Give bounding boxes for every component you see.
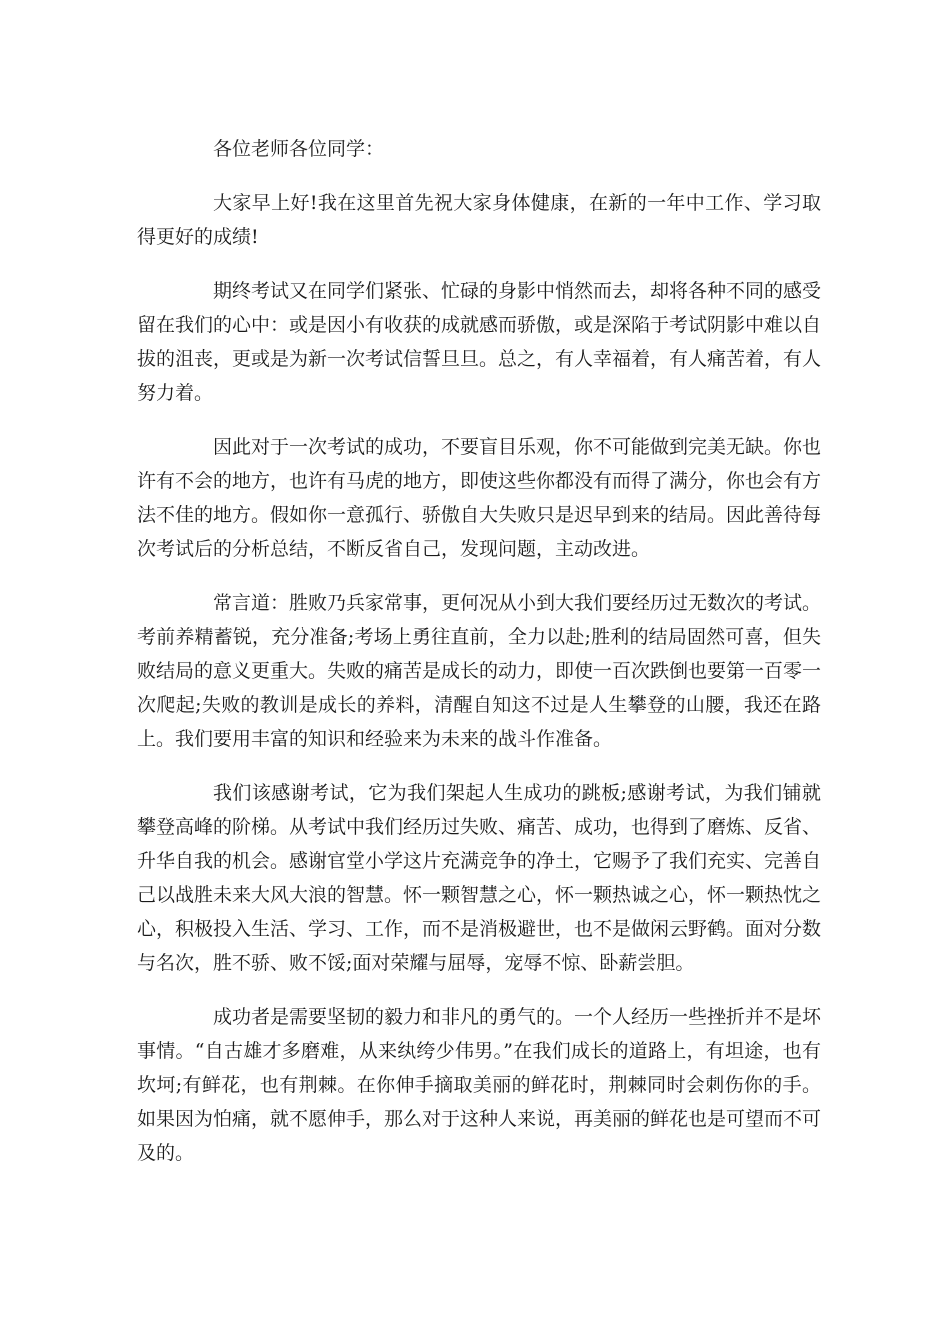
paragraph-courage: 成功者是需要坚韧的毅力和非凡的勇气的。一个人经历一些挫折并不是坏事情。“自古雄才多磨难，从来纨绔少伟男。”在我们成长的道路上，有坦途，也有坎坷;有鲜花，也有荆棘。在你伸手摘取美丽的鲜花时，荆棘同时会刺伤你的手。如果因为怕痛，就不愿伸手，那么对于这种人来说，再美丽的鲜花也是可望而不可及的。 [137, 1006, 822, 1164]
paragraph-thank-exams: 我们该感谢考试，它为我们架起人生成功的跳板;感谢考试，为我们铺就攀登高峰的阶梯。从考试中我们经历过失败、痛苦、成功，也得到了磨炼、反省、升华自我的机会。感谢官堂小学这片充满竞争的净土，它赐予了我们充实、完善自己以战胜未来大风大浪的智慧。怀一颗智慧之心，怀一颗热诚之心，怀一颗热忱之心，积极投入生活、学习、工作，而不是消极避世，也不是做闲云野鹤。面对分数与名次，胜不骄、败不馁;面对荣耀与屈辱，宠辱不惊、卧薪尝胆。 [137, 782, 822, 974]
paragraph-win-lose: 常言道：胜败乃兵家常事，更何况从小到大我们要经历过无数次的考试。考前养精蓄锐，充分准备;考场上勇往直前，全力以赴;胜利的结局固然可喜，但失败结局的意义更重大。失败的痛苦是成长的动力，即使一百次跌倒也要第一百零一次爬起;失败的教训是成长的养料，清醒自知这不过是人生攀登的山腰，我还在路上。我们要用丰富的知识和经验来为未来的战斗作准备。 [137, 592, 822, 750]
paragraph-not-blindly-optimistic: 因此对于一次考试的成功，不要盲目乐观，你不可能做到完美无缺。你也许有不会的地方，也许有马虎的地方，即使这些你都没有而得了满分，你也会有方法不佳的地方。假如你一意孤行、骄傲自大失败只是迟早到来的结局。因此善待每次考试后的分析总结，不断反省自己，发现问题，主动改进。 [137, 436, 822, 560]
document-body [137, 132, 821, 1190]
paragraph-exam-feelings: 期终考试又在同学们紧张、忙碌的身影中悄然而去，却将各种不同的感受留在我们的心中：或是因小有收获的成就感而骄傲，或是深陷于考试阴影中难以自拔的沮丧，更或是为新一次考试信誓旦旦。总之，有人幸福着，有人痛苦着，有人努力着。 [137, 280, 822, 404]
salutation: 各位老师各位同学： [213, 138, 385, 160]
paragraph-greeting: 大家早上好!我在这里首先祝大家身体健康，在新的一年中工作、学习取得更好的成绩! [137, 192, 821, 248]
